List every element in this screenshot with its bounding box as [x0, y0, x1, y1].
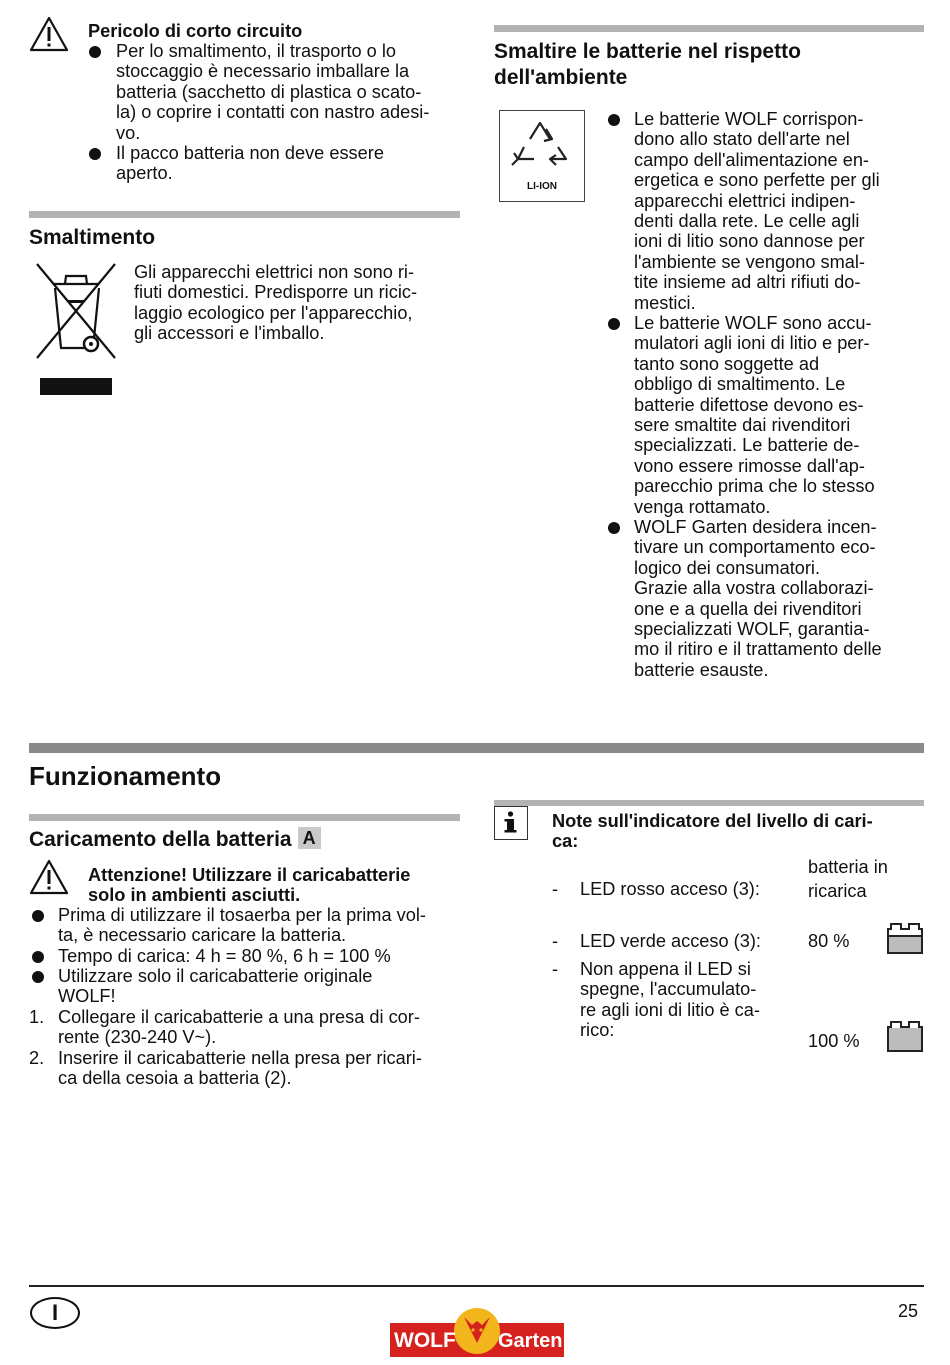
charging-step-1: Collegare il caricabatterie a una presa di cor- rente (230-240 V~).: [58, 1007, 420, 1048]
logo-garten-text: Garten: [498, 1330, 563, 1352]
section-divider: [494, 25, 924, 32]
led-off-label: Non appena il LED si spegne, l'accumulato- re agli ioni di litio è ca- rico:: [580, 959, 760, 1041]
bullet-dot: [608, 318, 620, 330]
li-ion-label: LI-ION: [527, 181, 557, 192]
battery-charging-heading: Caricamento della batteria A: [29, 827, 321, 853]
charging-bullet-3: Utilizzare solo il caricabatterie originale WOLF!: [58, 966, 373, 1007]
crossed-bin-icon: [35, 262, 117, 362]
section-divider: [29, 211, 460, 218]
section-divider: [29, 814, 460, 821]
battery-100-icon: [887, 1026, 923, 1052]
bullet-dot: [608, 114, 620, 126]
battery-disposal-bullet-2: Le batterie WOLF sono accu- mulatori agli ioni di litio e per- tanto sono soggette ad obbligo di smaltimento. Le batterie difettose devono es- sere smaltite dai rivenditori specializzati. Le batterie de- vono essere rimosse dall'ap- parecchio prima che lo stesso venga rottamato.: [634, 313, 875, 517]
logo-wolf-text: WOLF: [394, 1329, 456, 1352]
green-led-value: 80 %: [808, 931, 850, 951]
battery-disposal-bullet-1: Le batterie WOLF corrispon- dono allo stato dell'arte nel campo dell'alimentazione en- ergetica e sono perfette per gli apparecchi elettrici indipen- denti dalla rete. Le celle agli ioni di litio sono dannose per l'ambiente se vengono smal- tite insieme ad altri rifiuti do- mestici.: [634, 109, 880, 313]
led-off-value: 100 %: [808, 1031, 860, 1051]
footer-rule: [29, 1285, 924, 1287]
row-dash: -: [552, 959, 559, 979]
bullet-dot: [32, 971, 44, 983]
battery-80-icon: [887, 928, 923, 954]
short-circuit-bullet-1: Per lo smaltimento, il trasporto o lo stoccaggio è necessario imballare la batteria (sacchetto di plastica o scato- la) o coprire i contatti con nastro adesi- vo.: [116, 41, 430, 143]
warning-triangle-icon: [29, 16, 69, 52]
funzionamento-heading: Funzionamento: [29, 761, 222, 791]
charger-warning: Attenzione! Utilizzare il caricabatterie solo in ambienti asciutti.: [88, 865, 411, 906]
warning-triangle-icon: [29, 859, 69, 895]
page-number: 25: [898, 1301, 919, 1321]
section-divider: [494, 800, 924, 806]
li-ion-recycle-icon: [499, 110, 585, 202]
short-circuit-bullet-2: Il pacco batteria non deve essere aperto.: [116, 143, 384, 184]
row-dash: -: [552, 931, 559, 951]
bullet-dot: [89, 148, 101, 160]
chapter-divider: [29, 743, 924, 753]
charging-bullet-1: Prima di utilizzare il tosaerba per la prima vol- ta, è necessario caricare la batteria.: [58, 905, 426, 946]
step-number: 2.: [29, 1048, 45, 1068]
red-led-value: batteria in ricarica: [808, 857, 888, 901]
battery-disposal-bullet-3: WOLF Garten desidera incen- tivare un comportamento eco- logico dei consumatori. Grazie alla vostra collaborazi- one e a quella dei rivenditori specializzati WOLF, garantia- mo il ritiro e il trattamento delle batterie esauste.: [634, 517, 882, 680]
charge-indicator-note-title: Note sull'indicatore del livello di cari- ca:: [552, 811, 873, 852]
row-dash: -: [552, 879, 559, 899]
bin-marking-bar: [40, 378, 112, 395]
wolf-garten-logo: [390, 1303, 564, 1359]
bullet-dot: [608, 522, 620, 534]
battery-disposal-heading: Smaltire le batterie nel rispetto dell'ambiente: [494, 40, 801, 89]
figure-ref-badge: A: [298, 827, 321, 849]
charging-step-2: Inserire il caricabatterie nella presa per ricari- ca della cesoia a batteria (2).: [58, 1048, 422, 1089]
green-led-label: LED verde acceso (3):: [580, 931, 761, 951]
bullet-dot: [32, 910, 44, 922]
smaltimento-text: Gli apparecchi elettrici non sono ri- fiuti domestici. Predisporre un ricic- laggio ecologico per l'apparecchio, gli accessori e l'imballo.: [134, 262, 418, 344]
bullet-dot: [89, 46, 101, 58]
language-badge: I: [30, 1297, 80, 1329]
bullet-dot: [32, 951, 44, 963]
short-circuit-warning-title: Pericolo di corto circuito: [88, 21, 303, 41]
charging-bullet-2: Tempo di carica: 4 h = 80 %, 6 h = 100 %: [58, 946, 391, 966]
info-icon: [494, 806, 528, 840]
step-number: 1.: [29, 1007, 45, 1027]
smaltimento-heading: Smaltimento: [29, 226, 156, 249]
red-led-label: LED rosso acceso (3):: [580, 879, 760, 899]
